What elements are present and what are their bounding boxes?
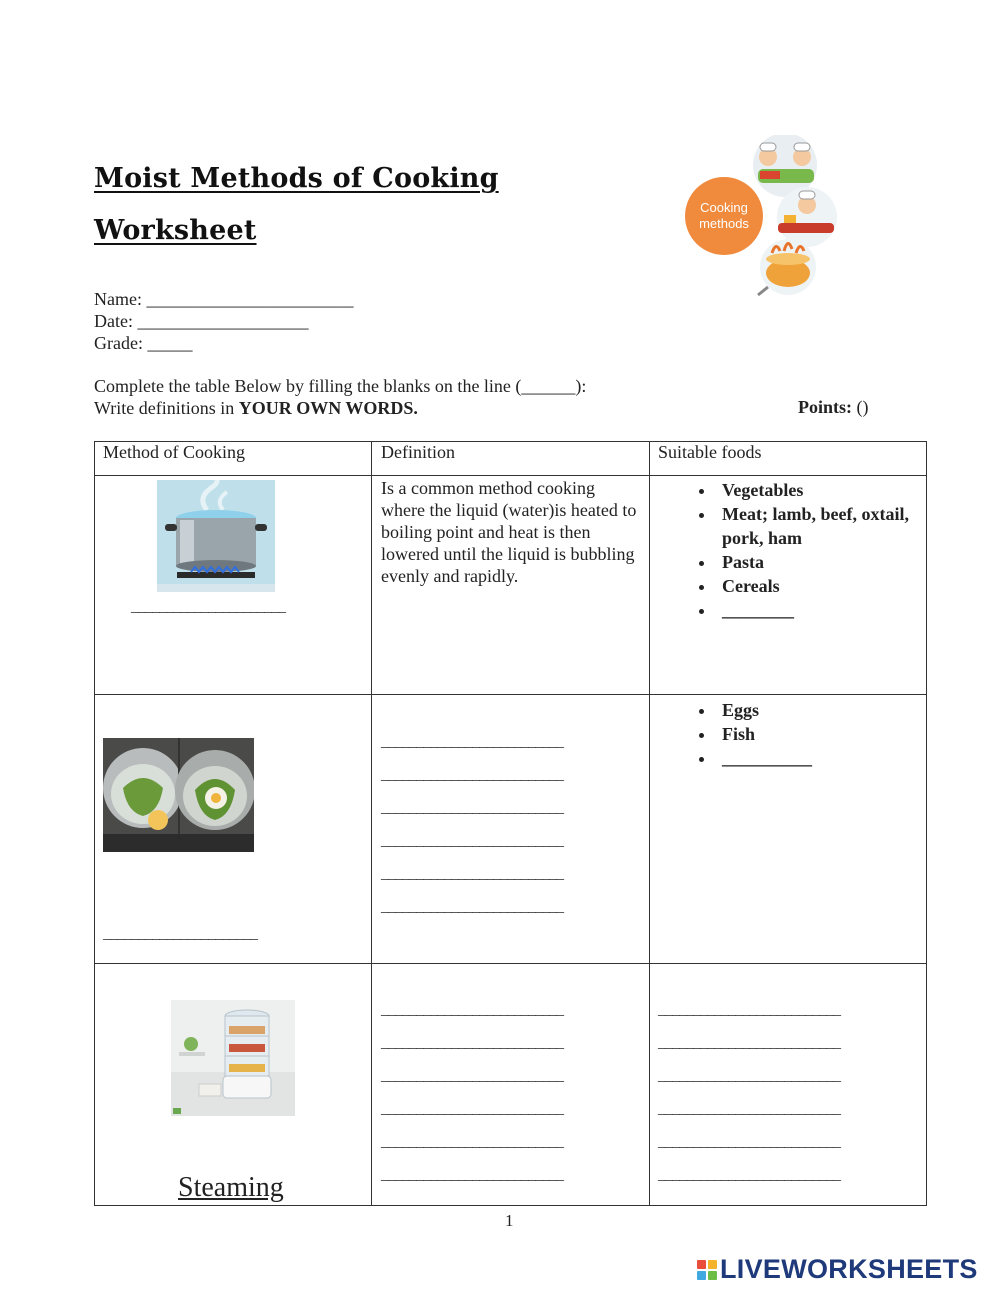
method-blank-row1[interactable]: ______________________ [131, 598, 285, 615]
definition-blank-row2-4[interactable]: __________________________ [381, 832, 563, 849]
date-field[interactable]: Date: ___________________ [94, 311, 309, 331]
header-method: Method of Cooking [103, 442, 245, 462]
logo-text: LIVEWORKSHEETS [720, 1254, 978, 1284]
page-number: 1 [505, 1211, 514, 1230]
foods-blank-row3-6[interactable]: __________________________ [658, 1166, 840, 1183]
steamer-image [171, 1000, 295, 1116]
cooking-methods-badge [685, 177, 763, 255]
points [798, 397, 869, 418]
list-item: • Eggs [716, 698, 941, 722]
name-field[interactable]: Name: _______________________ [94, 289, 354, 309]
header-definition: Definition [381, 442, 455, 462]
badge-line1: Cooking [700, 200, 748, 215]
steaming-label: Steaming [178, 1172, 284, 1203]
points-label: Points: [798, 397, 852, 417]
instructions-prefix: Write definitions in [94, 398, 239, 418]
definition-blank-row2-6[interactable]: __________________________ [381, 898, 563, 915]
list-item: • Meat; lamb, beef, oxtail, pork, ham [716, 502, 941, 550]
definition-blank-row2-1[interactable]: __________________________ [381, 733, 563, 750]
logo-block-i [708, 1260, 717, 1269]
definition-blank-row3-5[interactable]: __________________________ [381, 1133, 563, 1150]
cooking-methods-illustration [680, 135, 850, 300]
foods-blank-row3-1[interactable]: __________________________ [658, 1001, 840, 1018]
list-item-blank[interactable]: • ________ [716, 598, 941, 622]
list-item: • Fish [716, 722, 941, 746]
definition-blank-row2-5[interactable]: __________________________ [381, 865, 563, 882]
header-suitable-foods: Suitable foods [658, 442, 762, 462]
own-words-emphasis: YOUR OWN WORDS. [238, 398, 418, 418]
list-item: • Pasta [716, 550, 941, 574]
definition-row1: Is a common method cooking where the liquid (water)is heated to boiling point and heat is then lowered until the liquid is bubbling evenly and rapidly. [381, 478, 637, 586]
logo-block-l [697, 1260, 706, 1269]
definition-blank-row2-3[interactable]: __________________________ [381, 799, 563, 816]
logo-block-v [697, 1271, 706, 1280]
badge-line2: methods [699, 216, 749, 231]
grade-field[interactable]: Grade: _____ [94, 333, 193, 353]
instructions-line1: Complete the table Below by filling the blanks on the line (______): [94, 376, 587, 396]
definition-blank-row3-4[interactable]: __________________________ [381, 1100, 563, 1117]
definition-blank-row3-1[interactable]: __________________________ [381, 1001, 563, 1018]
worksheet-title-line2: Worksheet [94, 215, 257, 246]
foods-blank-row3-3[interactable]: __________________________ [658, 1067, 840, 1084]
definition-blank-row3-2[interactable]: __________________________ [381, 1034, 563, 1051]
boiling-pot-image [157, 480, 275, 592]
list-item-blank[interactable]: • __________ [716, 746, 941, 770]
foods-blank-row3-5[interactable]: __________________________ [658, 1133, 840, 1150]
method-blank-row2[interactable]: ______________________ [103, 925, 257, 942]
definition-blank-row2-2[interactable]: __________________________ [381, 766, 563, 783]
instructions-line2 [94, 397, 418, 419]
points-value[interactable]: () [856, 397, 869, 417]
list-item: • Vegetables [716, 478, 941, 502]
logo-block-e [708, 1271, 717, 1280]
foods-list-row2 [694, 698, 941, 770]
logo-blocks [697, 1260, 717, 1280]
definition-blank-row3-6[interactable]: __________________________ [381, 1166, 563, 1183]
liveworksheets-logo [697, 1254, 978, 1285]
foods-list-row1 [694, 478, 941, 622]
definition-blank-row3-3[interactable]: __________________________ [381, 1067, 563, 1084]
foods-blank-row3-2[interactable]: __________________________ [658, 1034, 840, 1051]
list-item: • Cereals [716, 574, 941, 598]
poaching-eggs-image [103, 738, 254, 852]
foods-blank-row3-4[interactable]: __________________________ [658, 1100, 840, 1117]
worksheet-title-line1: Moist Methods of Cooking [94, 163, 499, 194]
